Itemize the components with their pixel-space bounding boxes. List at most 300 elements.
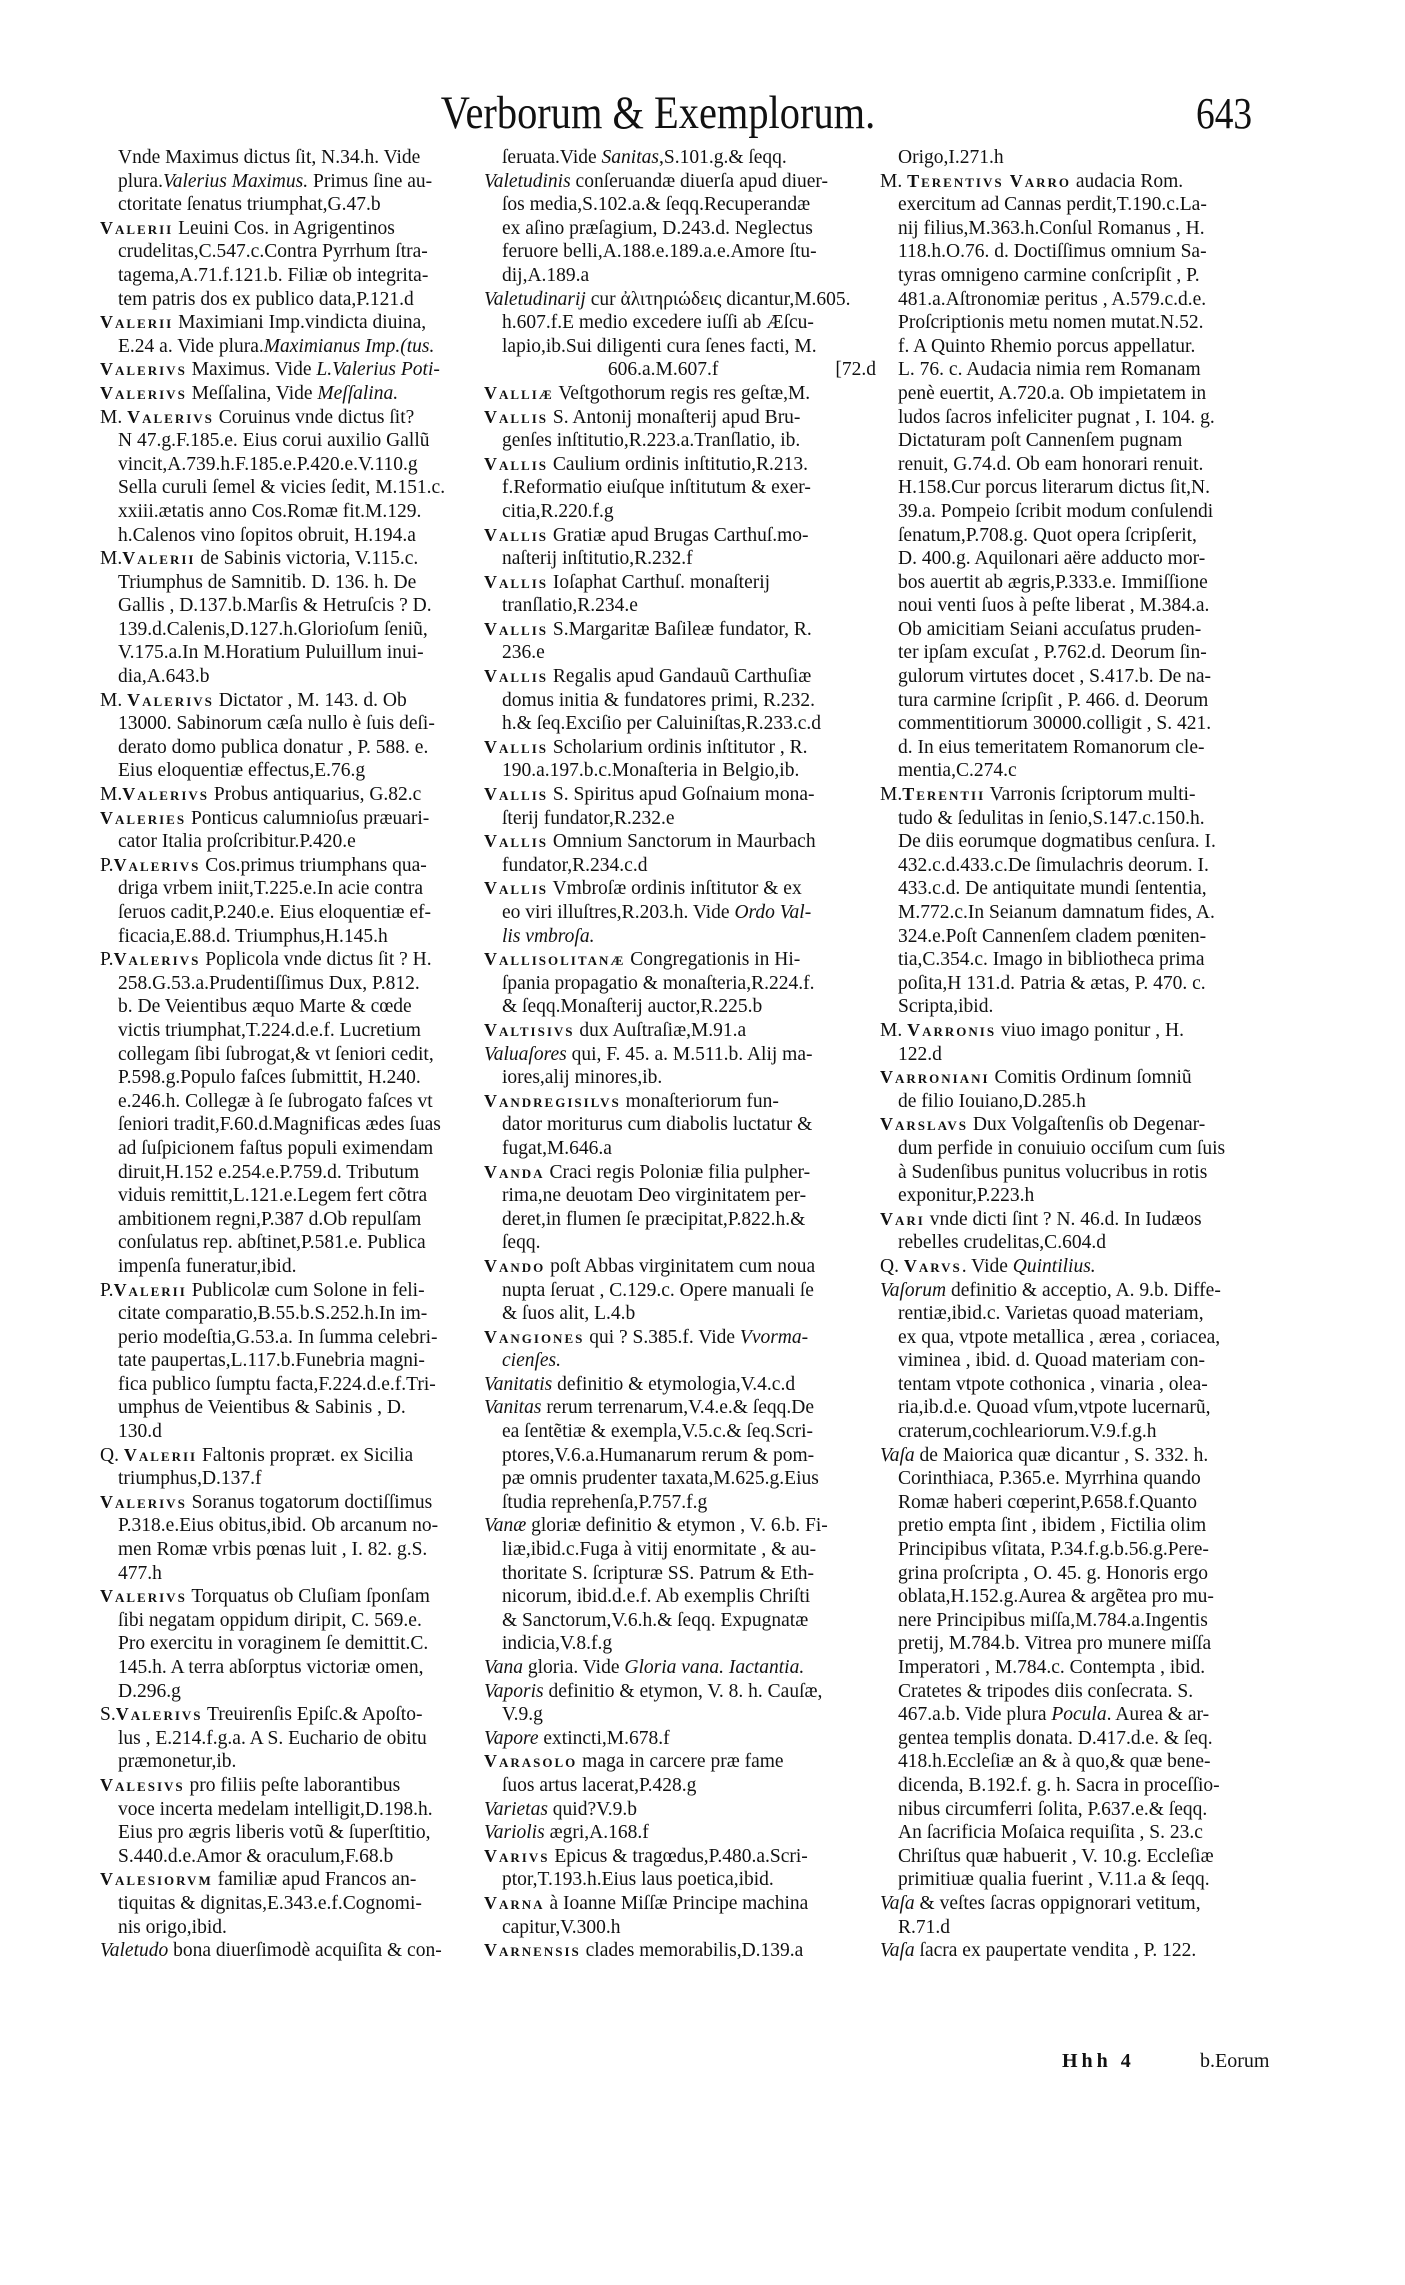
index-entry-continuation-line (484, 995, 876, 1019)
index-entry-continuation-line (880, 736, 1300, 760)
entry-text: dator moriturus cum diabolis luctatur & (502, 1114, 813, 1136)
index-entry-headword-line (100, 406, 492, 430)
entry-text: nere Principibus miſſa,M.784.a.Ingentis (898, 1609, 1208, 1631)
index-entry-headword-line (484, 524, 876, 548)
entry-text: Principibus vſitata, P.34.f.g.b.56.g.Pere- (898, 1539, 1209, 1561)
entry-text: V.9.g (502, 1704, 543, 1726)
index-entry-continuation-line (100, 1892, 492, 1916)
index-entry-continuation-line (100, 877, 492, 901)
index-entry-continuation-line (100, 641, 492, 665)
index-entry-continuation-line (880, 1916, 1300, 1940)
index-entry-continuation-line (100, 618, 492, 642)
headword-smallcaps: Valerii (100, 217, 174, 238)
index-entry-continuation-line (100, 1821, 492, 1845)
headword-smallcaps: Valtisivs (484, 1019, 575, 1040)
entry-text: 122.d (898, 1043, 942, 1065)
index-entry-continuation-line (484, 1302, 876, 1326)
entry-text: An ſacrificia Moſaica requiſita , S. 23.c (898, 1822, 1203, 1844)
index-entry-headword-line (484, 1019, 876, 1043)
index-entry-headword-line (484, 1727, 876, 1751)
entry-text: ſeniori tradit,F.60.d.Magnificas ædes ſuas (118, 1114, 441, 1136)
index-entry-continuation-line (100, 972, 492, 996)
index-entry-headword-line (484, 618, 876, 642)
entry-text: Cratetes & tripodes diis conſecrata. S. (898, 1680, 1194, 1702)
entry-text: f. A Quinto Rhemio porcus appellatur. (898, 335, 1196, 357)
entry-text: Epicus & tragœdus,P.480.a.Scri- (549, 1845, 808, 1867)
index-entry-continuation-line (880, 1326, 1300, 1350)
entry-text: Maximus. Vide (186, 359, 317, 381)
entry-text: qui, F. 45. a. M.511.b. Alij ma- (566, 1043, 813, 1065)
italic-term: Vaſa (880, 1444, 915, 1466)
index-entry-continuation-line (880, 382, 1300, 406)
entry-text: impenſa funeratur,ibid. (118, 1255, 297, 1277)
headword-smallcaps: Valesivs (100, 1774, 185, 1795)
entry-text: Regalis apud Gandauũ Carthuſiæ (548, 666, 812, 688)
italic-term: Valuaſores (484, 1043, 567, 1065)
entry-text: E.24 a. Vide plura. (118, 335, 264, 357)
headword-smallcaps: Vallis (484, 571, 549, 592)
entry-text: naſterij inſtitutio,R.232.f (502, 548, 693, 570)
index-entry-continuation-line (880, 217, 1300, 241)
index-entry-continuation-line (880, 335, 1300, 359)
entry-text: & ſeqq.Monaſterij auctor,R.225.b (502, 996, 763, 1018)
entry-text: h.Calenos vino ſopitos obruit, H.194.a (118, 524, 416, 546)
entry-text: M.772.c.In Seianum damnatum fides, A. (898, 902, 1215, 923)
entry-text: rerum terrenarum,V.4.e.& ſeqq.De (541, 1397, 814, 1419)
index-entry-headword-line (484, 1939, 876, 1963)
index-entry-headword-line (880, 1019, 1300, 1043)
entry-text: ſeruos cadit,P.240.e. Eius eloquentiæ ef- (118, 902, 432, 923)
entry-text: P. (100, 1279, 114, 1301)
entry-text: collegam ſibi ſubrogat,& vt ſeniori cedit, (118, 1043, 434, 1065)
entry-text: De diis eorumque dogmatibus cenſura. I. (898, 831, 1216, 853)
index-entry-continuation-line (100, 1255, 492, 1279)
entry-text: R.71.d (898, 1916, 951, 1938)
entry-text: iores,alij minores,ib. (502, 1067, 663, 1089)
entry-text: viuo imago ponitur , H. (996, 1019, 1184, 1041)
entry-text: feruore belli,A.188.e.189.a.e.Amore ſtu- (502, 241, 817, 263)
headword-smallcaps: Vallis (484, 784, 549, 805)
index-entry-continuation-line (484, 925, 876, 949)
entry-text: ſenatum,P.708.g. Quot opera ſcripſerit, (898, 524, 1197, 546)
index-entry-continuation-line (880, 524, 1300, 548)
page-footer (0, 2050, 1405, 2080)
index-entry-continuation-line (100, 1349, 492, 1373)
entry-text: 39.a. Pompeio ſcribit modum conſulendi (898, 500, 1214, 522)
index-entry-headword-line (100, 382, 492, 406)
index-entry-continuation-line (484, 972, 876, 996)
index-entry-continuation-line (880, 264, 1300, 288)
index-entry-continuation-line (484, 264, 876, 288)
italic-term: Valetudinis (484, 170, 571, 192)
italic-term: Vaſorum (880, 1279, 947, 1301)
index-column-left (100, 146, 492, 1963)
entry-text: ſtudia reprehenſa,P.757.f.g (502, 1491, 708, 1513)
entry-text: P. (100, 854, 114, 876)
index-entry-continuation-line (100, 712, 492, 736)
entry-text: Dictator , M. 143. d. Ob (213, 689, 407, 711)
index-entry-continuation-line (100, 594, 492, 618)
entry-text: 418.h.Eccleſiæ an & à quo,& quæ bene- (898, 1751, 1211, 1773)
entry-text: driga vrbem iniit,T.225.e.In acie contra (118, 878, 424, 900)
headword-smallcaps: Varnensis (484, 1940, 581, 1961)
index-entry-headword-line (880, 1279, 1300, 1303)
entry-text: pretio empta ſint , ibidem , Fictilia olim (898, 1515, 1207, 1537)
entry-text: viduis remittit,L.121.e.Legem fert cõtra (118, 1185, 428, 1207)
entry-text: ex aſino præſagium, D.243.d. Neglectus (502, 217, 813, 239)
headword-smallcaps: Valerivs (113, 949, 201, 970)
index-entry-continuation-line (880, 1137, 1300, 1161)
index-entry-continuation-line (484, 240, 876, 264)
entry-text: mentia,C.274.c (898, 760, 1017, 782)
index-entry-headword-line (484, 170, 876, 194)
index-entry-continuation-line (880, 618, 1300, 642)
index-entry-headword-line (484, 571, 876, 595)
entry-text: vnde dicti ſint ? N. 46.d. In Iudæos (924, 1208, 1202, 1230)
index-entry-continuation-line (880, 948, 1300, 972)
italic-term: Vana (484, 1657, 523, 1678)
entry-text: Gratiæ apud Brugas Carthuſ.mo- (548, 524, 809, 546)
entry-text: de filio Iouiano,D.285.h (898, 1090, 1086, 1112)
entry-text: fugat,M.646.a (502, 1137, 612, 1159)
entry-text: ptor,T.193.h.Eius laus poetica,ibid. (502, 1869, 774, 1891)
entry-text: P.598.g.Populo faſces ſubmittit, H.240. (118, 1067, 421, 1089)
entry-text: 236.e (502, 642, 545, 664)
headword-smallcaps: Varasolo (484, 1751, 578, 1772)
headword-smallcaps: Valliæ (484, 382, 554, 403)
entry-text: ,S.101.g.& ſeqq. (658, 147, 787, 168)
index-entry-continuation-line (484, 1868, 876, 1892)
entry-text: tia,C.354.c. Imago in bibliotheca prima (898, 949, 1205, 971)
index-entry-continuation-line (880, 641, 1300, 665)
index-entry-continuation-line (880, 1585, 1300, 1609)
italic-term: Vanitatis (484, 1373, 553, 1395)
index-entry-headword-line (484, 1161, 876, 1185)
headword-smallcaps: Vallisolitanæ (484, 949, 626, 970)
entry-text: P. (100, 949, 114, 971)
index-entry-headword-line (484, 783, 876, 807)
index-entry-continuation-line (880, 406, 1300, 430)
entry-text: vincit,A.739.h.F.185.e.P.420.e.V.110.g (118, 453, 418, 475)
entry-text: 432.c.d.433.c.De ſimulachris deorum. I. (898, 854, 1209, 876)
entry-text: & Sanctorum,V.6.h.& ſeqq. Expugnatæ (502, 1609, 809, 1631)
entry-text: Q. (880, 1255, 904, 1277)
headword-smallcaps: Valerivs (122, 784, 210, 805)
entry-text: tem patris dos ex publico data,P.121.d (118, 288, 414, 310)
index-entry-continuation-line (880, 1632, 1300, 1656)
index-entry-continuation-line (880, 1396, 1300, 1420)
headword-smallcaps: Valerivs (100, 359, 187, 380)
index-entry-headword-line (880, 1066, 1300, 1090)
entry-text: tagema,A.71.f.121.b. Filiæ ob integrita- (118, 264, 429, 286)
entry-text: & ſuos alit, L.4.b (502, 1303, 636, 1325)
index-entry-headword-line (100, 1491, 492, 1515)
index-entry-continuation-line (100, 1043, 492, 1067)
headword-smallcaps: Varroniani (880, 1067, 990, 1088)
index-entry-continuation-line (100, 146, 492, 170)
index-entry-continuation-line (100, 1609, 492, 1633)
entry-text: conſeruandæ diuerſa apud diuer- (570, 170, 829, 192)
index-entry-headword-line (484, 1514, 876, 1538)
index-entry-continuation-line (484, 1420, 876, 1444)
entry-text: Scholarium ordinis inſtitutor , R. (548, 736, 808, 758)
index-entry-continuation-line (880, 901, 1300, 925)
entry-text: H.158.Cur porcus literarum dictus ſit,N. (898, 477, 1210, 499)
italic-term: L.Valerius Poti- (316, 359, 440, 381)
entry-text: Scripta,ibid. (898, 996, 994, 1018)
italic-term: Sanitas (601, 147, 659, 168)
index-entry-headword-line (100, 358, 492, 382)
entry-text: liæ,ibid.c.Fuga à vitij enormitate , & au- (502, 1539, 817, 1561)
entry-text: V.175.a.In M.Horatium Puluillum inui- (118, 642, 424, 664)
index-entry-continuation-line (484, 1585, 876, 1609)
catchword: b.Eorum (1200, 2050, 1270, 2072)
index-entry-continuation-line (880, 1090, 1300, 1114)
headword-smallcaps: Valerivs (100, 382, 187, 403)
entry-text: M. (100, 784, 123, 806)
index-entry-continuation-line (484, 146, 876, 170)
index-entry-continuation-line (100, 1538, 492, 1562)
headword-smallcaps: Valerivs (100, 1491, 187, 1512)
headword-smallcaps: Vallis (484, 618, 549, 639)
index-entry-continuation-line (880, 877, 1300, 901)
headword-smallcaps: Varvs (903, 1255, 962, 1276)
index-entry-continuation-line (100, 1562, 492, 1586)
index-entry-headword-line (100, 948, 492, 972)
entry-text: 258.G.53.a.Prudentiſſimus Dux, P.812. (118, 972, 420, 994)
entry-text: rentiæ,ibid.c. Varietas quoad materiam, (898, 1303, 1204, 1325)
index-entry-continuation-line (880, 571, 1300, 595)
index-entry-continuation-line (484, 547, 876, 571)
headword-smallcaps: Vallis (484, 406, 549, 427)
index-entry-continuation-line (100, 1798, 492, 1822)
italic-term: Ordo Val- (734, 902, 812, 923)
entry-text: Maximiani Imp.vindicta diuina, (173, 312, 427, 334)
entry-text: viminea , ibid. d. Quoad materiam con- (898, 1350, 1206, 1372)
entry-text: Craci regis Poloniæ filia pulpher- (544, 1161, 811, 1183)
italic-term: Varietas (484, 1798, 548, 1820)
entry-text: ambitionem regni,P.387 d.Ob repulſam (118, 1208, 422, 1230)
index-entry-continuation-line (100, 500, 492, 524)
index-entry-continuation-line (100, 453, 492, 477)
entry-text: genſes inſtitutio,R.223.a.Tranſlatio, ib. (502, 430, 801, 452)
entry-text: f.Reformatio eiuſque inſtitutum & exer- (502, 477, 811, 499)
index-entry-headword-line (880, 1444, 1300, 1468)
italic-term: Variolis (484, 1822, 545, 1844)
index-entry-headword-line (100, 311, 492, 335)
entry-text: Gallis , D.137.b.Marſis & Hetruſcis ? D. (118, 595, 432, 617)
entry-text: ſos media,S.102.a.& ſeqq.Recuperandæ (502, 194, 811, 216)
index-entry-continuation-line (880, 288, 1300, 312)
entry-text: S. Antonij monaſterij apud Bru- (548, 406, 801, 428)
index-entry-continuation-line (880, 759, 1300, 783)
entry-text: penè euertit, A.720.a. Ob impietatem in (898, 382, 1207, 404)
index-entry-continuation-line (880, 1750, 1300, 1774)
headword-smallcaps: Varslavs (880, 1114, 969, 1135)
entry-text: dum perfide in conuiuio occiſum cum ſuis (898, 1137, 1226, 1159)
index-column-middle (484, 146, 876, 1963)
index-entry-continuation-line (484, 901, 876, 925)
entry-text: poſt Abbas virginitatem cum noua (545, 1255, 816, 1277)
italic-term: Vapore (484, 1727, 539, 1749)
entry-text: S.Margaritæ Baſileæ fundator, R. (548, 618, 812, 640)
index-entry-headword-line (484, 948, 876, 972)
entry-text: ficacia,E.88.d. Triumphus,H.145.h (118, 925, 388, 947)
index-entry-continuation-line (880, 854, 1300, 878)
entry-text: victis triumphat,T.224.d.e.f. Lucretium (118, 1019, 421, 1041)
entry-text: capitur,V.300.h (502, 1916, 621, 1938)
entry-text: tiquitas & dignitas,E.343.e.f.Cognomi- (118, 1892, 422, 1914)
entry-text: nicorum, ibid.d.e.f. Ab exemplis Chriſti (502, 1586, 811, 1608)
index-entry-headword-line (100, 807, 492, 831)
entry-text: Pro exercitu in voraginem ſe demittit.C. (118, 1633, 429, 1655)
index-entry-continuation-line (100, 335, 492, 359)
entry-text: definitio & etymologia,V.4.c.d (552, 1373, 796, 1395)
headword-smallcaps: Valerivs (127, 406, 214, 427)
index-entry-continuation-line (880, 1845, 1300, 1869)
entry-text: ſeqq. (502, 1232, 541, 1254)
entry-text: Leuini Cos. in Agrigentinos (173, 217, 395, 239)
entry-text: 13000. Sabinorum cæſa nullo è ſuis deſi- (118, 713, 435, 735)
index-entry-headword-line (484, 1396, 876, 1420)
entry-text: Veſtgothorum regis res geſtæ,M. (553, 382, 811, 404)
index-entry-continuation-line (880, 689, 1300, 713)
headword-smallcaps: Vangiones (484, 1326, 585, 1347)
index-entry-continuation-line (100, 665, 492, 689)
italic-term: Valetudo (100, 1940, 169, 1962)
index-entry-continuation-line (880, 146, 1300, 170)
index-entry-headword-line (484, 1845, 876, 1869)
index-entry-continuation-line (100, 1845, 492, 1869)
index-entry-continuation-line (880, 1467, 1300, 1491)
index-entry-continuation-line (484, 1703, 876, 1727)
entry-text: de Sabinis victoria, V.115.c. (195, 548, 419, 570)
index-entry-continuation-line (880, 972, 1300, 996)
entry-text: Probus antiquarius, G.82.c (209, 784, 422, 806)
index-entry-continuation-line (484, 335, 876, 359)
index-entry-continuation-line (100, 1750, 492, 1774)
entry-text: indicia,V.8.f.g (502, 1633, 613, 1655)
italic-term: Valerius Maximus. (162, 170, 309, 192)
index-entry-headword-line (484, 1043, 876, 1067)
entry-text: lus , E.214.f.g.a. A S. Euchario de obitu (118, 1727, 427, 1749)
index-entry-continuation-line (100, 429, 492, 453)
index-entry-headword-line (880, 1255, 1300, 1279)
entry-text: Soranus togatorum doctiſſimus (186, 1491, 433, 1513)
entry-text: fundator,R.234.c.d (502, 854, 648, 876)
headword-smallcaps: Varna (484, 1892, 545, 1913)
entry-text: rebelles crudelitas,C.604.d (898, 1232, 1106, 1254)
headword-smallcaps: Valerii (100, 312, 174, 333)
entry-text: 118.h.O.76. d. Doctiſſimus omnium Sa- (898, 241, 1207, 263)
entry-text: Omnium Sanctorum in Maurbach (548, 831, 816, 853)
entry-text: ſibi negatam oppidum diripit, C. 569.e. (118, 1609, 422, 1631)
index-entry-headword-line (100, 1868, 492, 1892)
entry-text: primitiuæ qualia fuerint , V.11.a & ſeqq. (898, 1869, 1210, 1891)
index-entry-continuation-line (880, 476, 1300, 500)
index-entry-continuation-line (880, 594, 1300, 618)
index-entry-continuation-line (100, 1090, 492, 1114)
index-entry-continuation-line (880, 1538, 1300, 1562)
entry-text: h.607.f.E medio excedere iuſſi ab Æſcu- (502, 312, 814, 334)
index-entry-continuation-line (880, 1798, 1300, 1822)
index-entry-continuation-line (100, 1326, 492, 1350)
entry-text: grina proſcripta , O. 45. g. Honoris ergo (898, 1562, 1208, 1584)
entry-text: deret,in flumen ſe præcipitat,P.822.h.& (502, 1208, 806, 1230)
index-entry-continuation-line (484, 1137, 876, 1161)
entry-text: Proſcriptionis metu nomen mutat.N.52. (898, 312, 1204, 334)
entry-text: Romæ haberi cœperint,P.658.f.Quanto (898, 1491, 1197, 1513)
entry-text: citia,R.220.f.g (502, 500, 614, 522)
entry-text: 139.d.Calenis,D.127.h.Glorioſum ſeniũ, (118, 618, 428, 640)
index-entry-headword-line (880, 170, 1300, 194)
index-entry-headword-line (100, 689, 492, 713)
index-entry-continuation-line (484, 1184, 876, 1208)
index-entry-headword-line (880, 1939, 1300, 1963)
index-entry-continuation-line (100, 759, 492, 783)
entry-text: xxiii.ætatis anno Cos.Romæ fit.M.129. (118, 500, 422, 522)
entry-text: familiæ apud Francos an- (212, 1869, 417, 1891)
index-entry-continuation-line (100, 476, 492, 500)
index-entry-continuation-line (100, 571, 492, 595)
headword-smallcaps: Terentivs Varro (907, 170, 1072, 191)
index-entry-continuation-line (484, 1208, 876, 1232)
index-entry-headword-line (484, 877, 876, 901)
entry-text: nibus circumferri ſolita, P.637.e.& ſeqq. (898, 1798, 1208, 1820)
index-entry-continuation-line (100, 1302, 492, 1326)
entry-text: Ob amicitiam Seiani accuſatus pruden- (898, 618, 1202, 640)
entry-text: monaſteriorum fun- (620, 1090, 779, 1112)
index-entry-continuation-line (100, 901, 492, 925)
index-entry-continuation-line (880, 500, 1300, 524)
index-entry-continuation-line (484, 1231, 876, 1255)
entry-text: Congregationis in Hi- (625, 949, 801, 971)
entry-text: renuit, G.74.d. Ob eam honorari renuit. (898, 453, 1204, 475)
entry-text: audacia Rom. (1071, 170, 1184, 192)
index-entry-headword-line (484, 1680, 876, 1704)
entry-text: clades memorabilis,D.139.a (580, 1940, 804, 1962)
index-entry-continuation-line (880, 1184, 1300, 1208)
entry-text: fica publico ſumptu facta,F.224.d.e.f.Tri- (118, 1373, 436, 1395)
entry-text: 145.h. A terra abſorptus victoriæ omen, (118, 1657, 424, 1678)
entry-text: Q. (100, 1444, 124, 1466)
entry-text: eo viri illuſtres,R.203.h. Vide (502, 902, 735, 923)
entry-text: 433.c.d. De antiquitate mundi ſententia, (898, 878, 1207, 900)
entry-text: Primus ſine au- (308, 170, 433, 192)
index-entry-continuation-line (484, 689, 876, 713)
entry-text: D. 400.g. Aquilonari aëre adducto mor- (898, 548, 1206, 570)
entry-text: M. (880, 784, 903, 806)
entry-text: 477.h (118, 1562, 162, 1584)
index-entry-continuation-line (880, 1491, 1300, 1515)
index-entry-continuation-line (880, 1609, 1300, 1633)
entry-text: voce incerta medelam intelligit,D.198.h. (118, 1798, 433, 1820)
index-entry-headword-line (100, 1585, 492, 1609)
entry-text: ſpania propagatio & monaſteria,R.224.f. (502, 972, 815, 994)
entry-text: Coruinus vnde dictus ſit? (213, 406, 415, 428)
italic-term: Vvorma- (739, 1326, 809, 1348)
entry-text: M. (100, 689, 128, 711)
headword-smallcaps: Vallis (484, 524, 549, 545)
index-entry-continuation-line (880, 1231, 1300, 1255)
index-entry-continuation-line (880, 830, 1300, 854)
entry-text: S. (100, 1704, 116, 1726)
entry-text: M. (880, 170, 908, 192)
index-entry-continuation-line (880, 1703, 1300, 1727)
entry-text: 130.d (118, 1421, 162, 1443)
entry-text: ctoritate ſenatus triumphat,G.47.b (118, 194, 381, 216)
index-entry-continuation-line (100, 1184, 492, 1208)
